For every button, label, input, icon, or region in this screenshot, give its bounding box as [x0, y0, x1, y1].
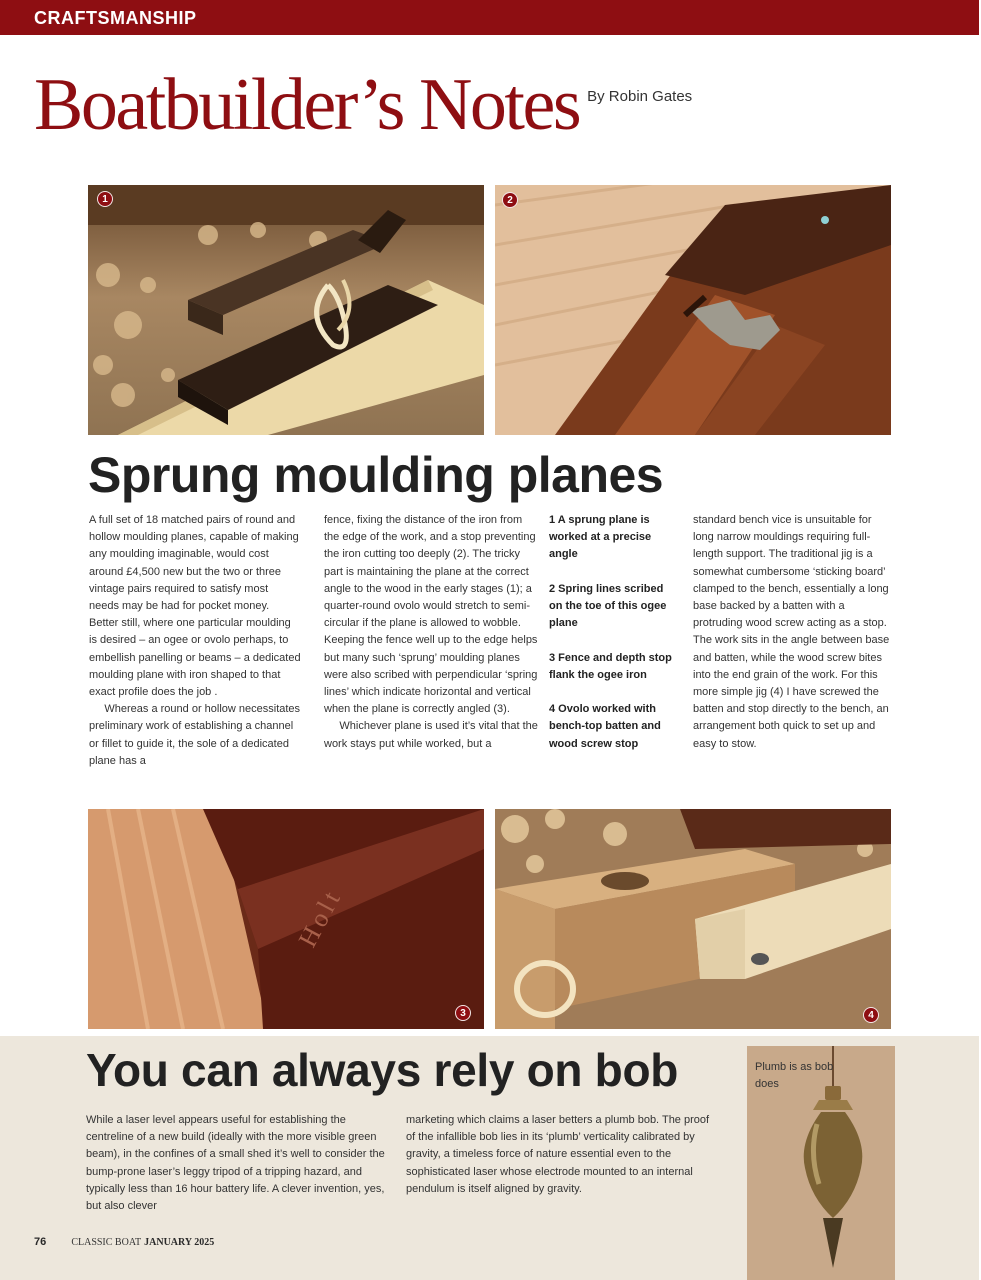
caption-3: 3 Fence and depth stop flank the ogee iron — [549, 651, 672, 681]
photo-2-ogee-plane-toe — [495, 185, 891, 435]
byline: By Robin Gates — [587, 88, 693, 105]
sidebar-column-2: marketing which claims a laser betters a plumb bob. The proof of the infallible bob lies in its ‘plumb’ verticality calibrated by gravity, a timeless force of nature essential even to the sophisticated laser whose electrode mounted to an internal pendulum is itself aligned by gravity. — [406, 1114, 710, 1195]
section-label: CRAFTSMANSHIP — [34, 8, 197, 28]
page-footer — [34, 1236, 214, 1248]
paragraph: fence, fixing the distance of the iron from the edge of the work, and a stop preventing the iron cutting too deeply (2). The tricky part is maintaining the plane at the correct angle to the wood in the early stages (1); a quarter-round ovolo would stretch to semi-circular if the plane is allowed to wobble. Keeping the fence well up to the edge helps but many such ‘sprung’ moulding planes were also scribed with perpendicular ‘spring lines’ which indicate horizontal and vertical when the plane is correctly angled (3). — [324, 514, 538, 716]
photo-captions — [549, 512, 679, 770]
photo-4-bench-top-jig — [495, 809, 891, 1029]
plumb-bob-photo — [747, 1046, 895, 1280]
maker-stamp: Holt — [292, 883, 348, 952]
issue-date: JANUARY 2025 — [144, 1237, 215, 1248]
article-column-4 — [693, 512, 893, 753]
caption-1: 1 A sprung plane is worked at a precise angle — [549, 514, 652, 561]
sidebar-headline: You can always rely on bob — [86, 1044, 679, 1096]
photo-1-plane-on-bench — [88, 185, 484, 435]
paragraph: standard bench vice is unsuitable for long narrow mouldings requiring full-length support. The traditional jig is a somewhat cumbersome ‘sticking board’ clamped to the bench, essentially a long base backed by a batten with a protruding wood screw acting as a stop. The work sits in the angle between base and batten, while the wood screw bites into the end grain of the work. For this more simple jig (4) I have screwed the batten and stop directly to the bench, an arrangement both quick to set up and easy to stow. — [693, 514, 890, 750]
photo-number-badge: 2 — [502, 192, 518, 208]
column-title: Boatbuilder’s Notes — [34, 64, 580, 146]
sidebar-column-1: While a laser level appears useful for establishing the centreline of a new build (ideally with the more visible green beam), in the confines of a small shed it’s well to consider the bump-prone laser’s leggy tripod of a tripping hazard, and typically less than 16 hour battery life. A clever invention, yes, but also clever — [86, 1114, 385, 1213]
section-banner — [0, 0, 979, 35]
magazine-name: CLASSIC BOAT — [71, 1237, 142, 1248]
page-number: 76 — [34, 1236, 47, 1248]
paragraph: Whichever plane is used it’s vital that the work stays put while worked, but a — [324, 720, 538, 750]
plumb-photo-caption: Plumb is as bob does — [755, 1061, 834, 1090]
article-headline: Sprung moulding planes — [88, 447, 664, 503]
photo-number-badge: 4 — [863, 1007, 879, 1023]
photo-3-fence-and-stop — [88, 809, 484, 1029]
caption-4: 4 Ovolo worked with bench-top batten and wood screw stop — [549, 703, 661, 750]
paragraph: A full set of 18 matched pairs of round and hollow moulding planes, capable of making any moulding imaginable, would cost around £4,500 new but the two or three vintage pairs required to satisfy most needs may be had for pocket money. Better still, where one particular moulding is desired – an ogee or ovolo perhaps, to embellish panelling or beams – a dedicated moulding plane with iron shaped to that exact profile does the job . — [89, 514, 301, 699]
photo-number-badge: 1 — [97, 191, 113, 207]
article-column-1 — [89, 512, 301, 770]
masthead — [34, 64, 693, 146]
article-column-2 — [324, 512, 538, 753]
caption-2: 2 Spring lines scribed on the toe of this ogee plane — [549, 582, 667, 630]
paragraph: Whereas a round or hollow necessitates preliminary work of establishing a channel or fillet to guide it, the sole of a dedicated plane has a — [89, 703, 301, 767]
photo-number-badge: 3 — [455, 1005, 471, 1021]
